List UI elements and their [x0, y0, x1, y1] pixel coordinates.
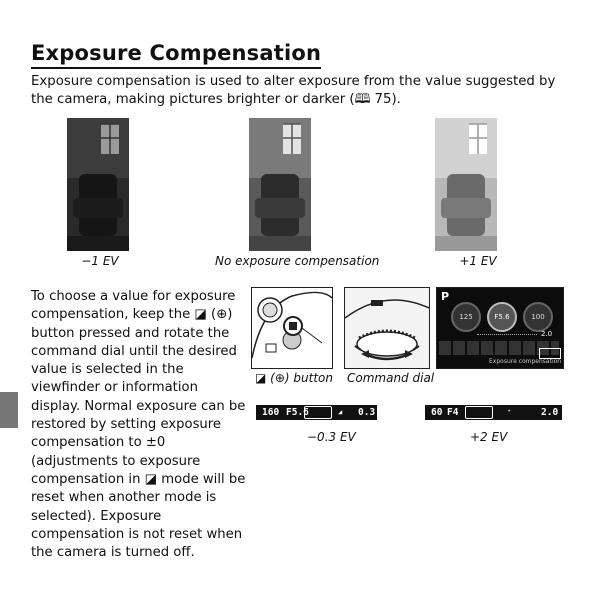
photo-no-compensation [249, 118, 311, 251]
vf2-ev-indicator [465, 406, 493, 419]
vf2-shutter: 60 [431, 407, 443, 418]
exposure-scale [477, 334, 537, 336]
vf2-value: 2.0 [541, 407, 559, 418]
section-tab-marker [0, 392, 18, 428]
info-ev-value: 2.0 [541, 330, 553, 338]
info-shutter-dial: 125 [451, 302, 481, 332]
exposure-button-illustration [251, 287, 333, 369]
button-caption: ◪ (⊕) button [255, 371, 333, 385]
page-title: Exposure Compensation [31, 40, 321, 69]
vf1-caption: −0.3 EV [307, 430, 356, 444]
viewfinder-display-2 [425, 405, 562, 420]
caption-no-compensation: No exposure compensation [215, 254, 380, 268]
vf1-scale-icon: ◢ [338, 408, 343, 416]
vf1-ev-indicator [304, 406, 332, 419]
information-display-illustration [436, 287, 564, 369]
intro-paragraph: Exposure compensation is used to alter exposure from the value suggested by the camera, making pictures brighter or darker (🕮 75). [31, 74, 556, 107]
info-aperture-dial: F5.6 [487, 302, 517, 332]
photo-plus-1ev [435, 118, 497, 251]
info-iso-dial: 100 [523, 302, 553, 332]
vf2-aperture: F4 [447, 407, 459, 418]
info-mode: P [441, 290, 450, 303]
dial-caption: Command dial [347, 371, 435, 385]
photo-minus-1ev [67, 118, 129, 251]
vf1-shutter: 160 [262, 407, 280, 418]
command-dial-illustration [344, 287, 430, 369]
instructions-paragraph: To choose a value for exposure compensation, keep the ◪ (⊕) button pressed and rotate the command dial until the desired value is selected in the viewfinder or information display. Normal exposure can be restored by setting exposure compensation to ±0 (adjustments to exposure compensation in ◪ mode will be reset when another mode is selected). Exposure compensation is not reset when the camera is turned off. [31, 289, 246, 561]
vf1-aperture: F5.6 [286, 407, 309, 418]
viewfinder-display-1 [256, 405, 377, 420]
vf2-scale-icon: ⁺ [507, 408, 512, 416]
caption-minus-1ev: −1 EV [81, 254, 119, 268]
info-caption: Exposure compensation [489, 358, 562, 365]
vf1-value: 0.3 [358, 407, 376, 418]
caption-plus-1ev: +1 EV [459, 254, 497, 268]
vf2-caption: +2 EV [470, 430, 508, 444]
